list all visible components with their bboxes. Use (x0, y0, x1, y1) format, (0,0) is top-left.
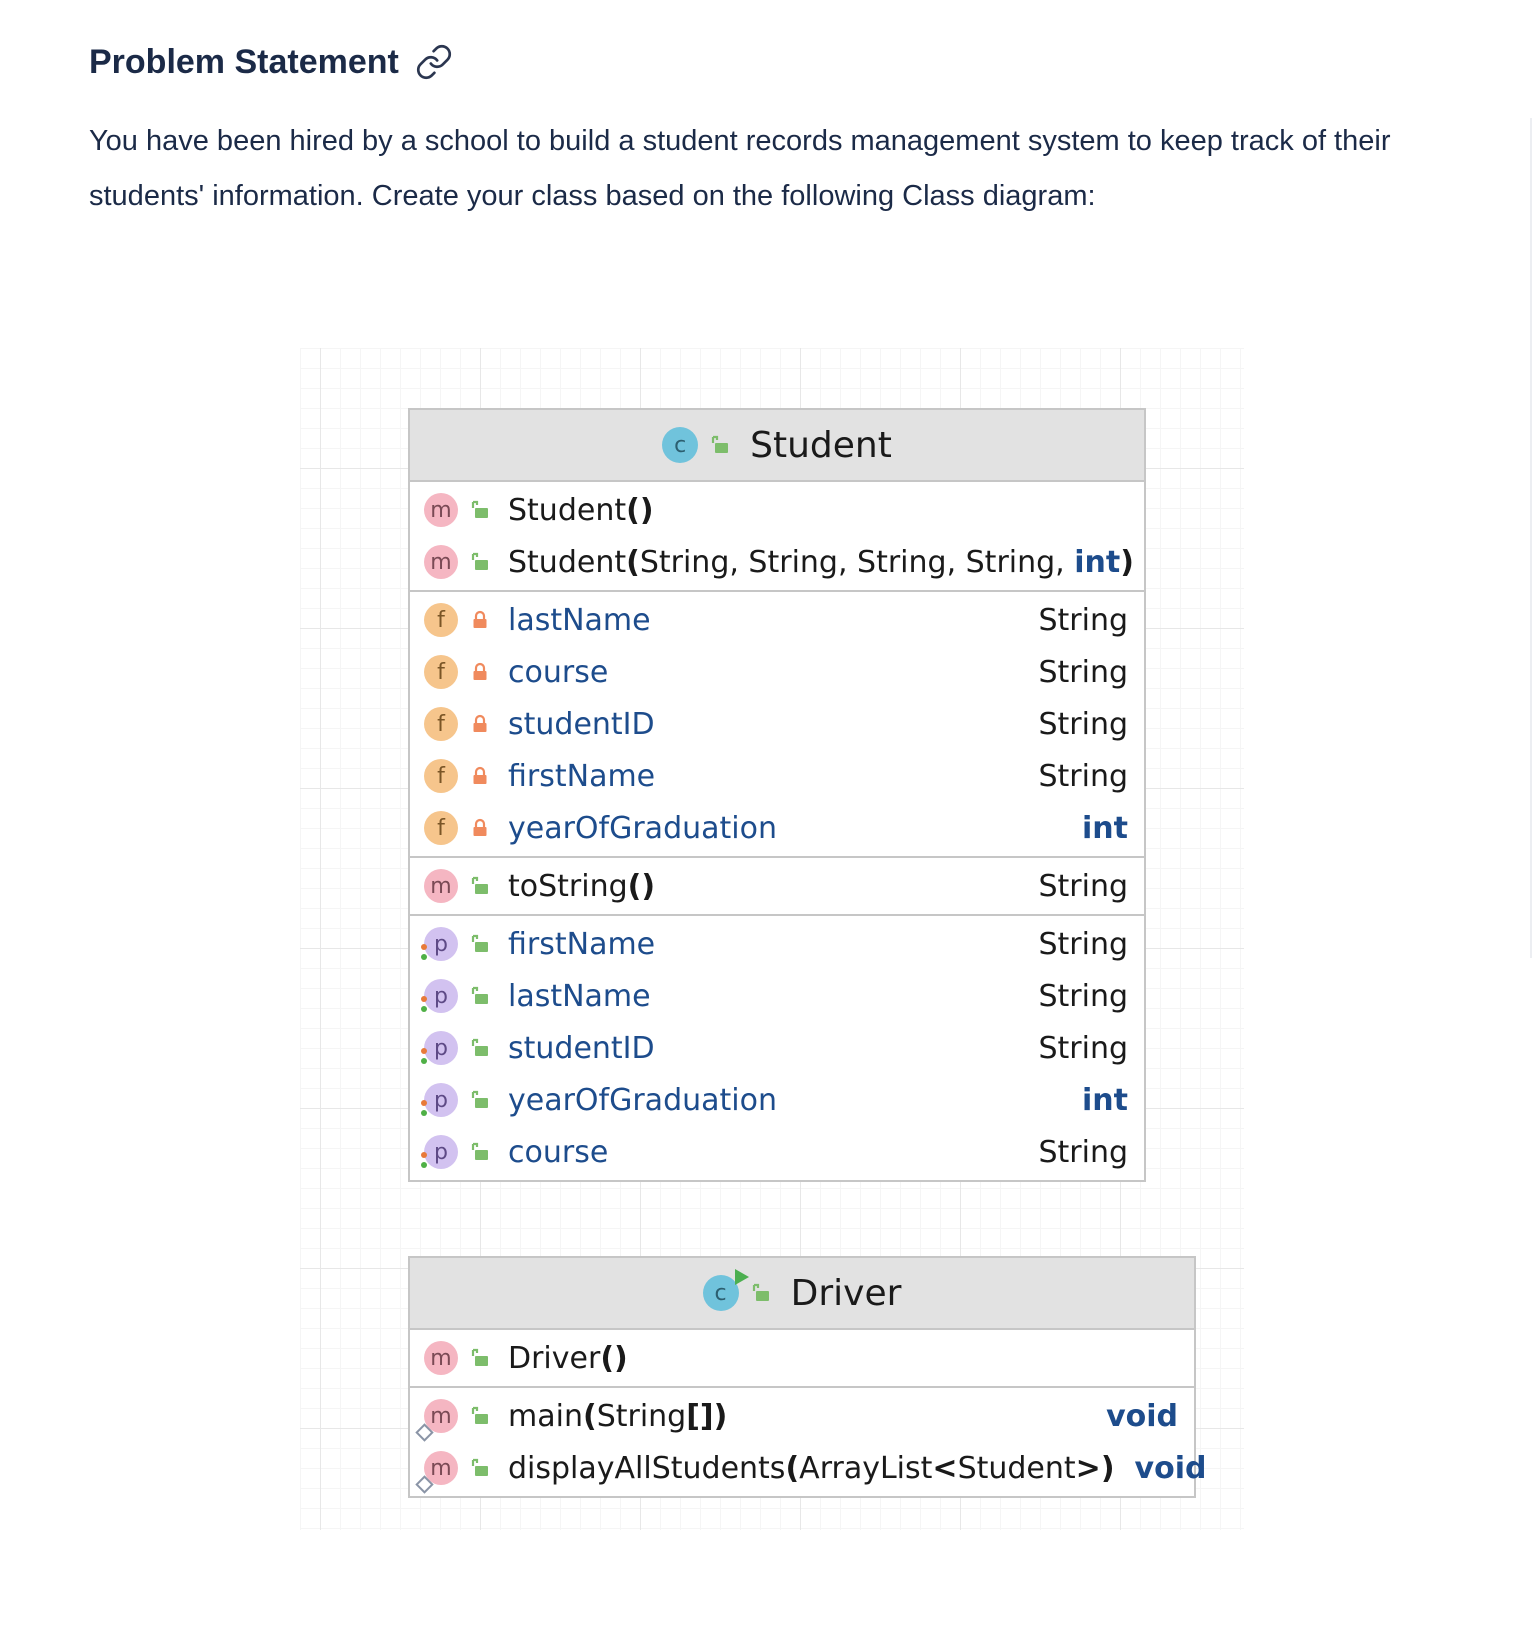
section-heading (89, 38, 453, 86)
driver-class-box (408, 1256, 1207, 1498)
field-type: String (1038, 602, 1128, 638)
class-icon: c (662, 427, 698, 463)
page-title: Problem Statement (89, 43, 399, 81)
property-type: String (1038, 926, 1128, 962)
keyword-int: int (1074, 544, 1121, 580)
public-lock-icon (470, 1348, 490, 1368)
field-row[interactable] (410, 594, 1144, 646)
link-icon[interactable] (415, 43, 453, 81)
field-row[interactable] (410, 750, 1144, 802)
student-class-header (410, 410, 1144, 482)
properties-section (410, 916, 1144, 1180)
property-name: lastName (508, 978, 651, 1014)
public-lock-icon (470, 1038, 490, 1058)
constructor-name: Driver (508, 1340, 601, 1376)
property-type: int (1082, 1082, 1128, 1118)
field-type: String (1038, 758, 1128, 794)
method-icon: m (424, 493, 458, 527)
constructor-args: String, String, String, String, (639, 544, 1075, 580)
student-class-box (408, 408, 1146, 1182)
method-row[interactable]: m main ( String [] ) void (410, 1390, 1194, 1442)
constructors-section (410, 482, 1144, 592)
field-type: String (1038, 654, 1128, 690)
field-icon: f (424, 811, 458, 845)
class-diagram (300, 348, 1244, 1530)
runnable-class-icon: c (703, 1275, 739, 1311)
property-name: firstName (508, 926, 656, 962)
field-row[interactable] (410, 698, 1144, 750)
constructors-section (410, 1330, 1194, 1388)
field-name: firstName (508, 758, 656, 794)
public-lock-icon (470, 1090, 490, 1110)
field-icon: f (424, 603, 458, 637)
public-lock-icon (470, 1406, 490, 1426)
property-icon: p (424, 1031, 458, 1065)
methods-section (410, 858, 1144, 916)
driver-class-header (410, 1258, 1194, 1330)
method-icon: m (424, 869, 458, 903)
property-icon: p (424, 979, 458, 1013)
public-lock-icon (470, 934, 490, 954)
public-lock-icon (470, 986, 490, 1006)
problem-description: You have been hired by a school to build a student records management system to keep track of their students' information. Create your class based on the following Class diagram: (89, 125, 1391, 212)
public-lock-icon (470, 876, 490, 896)
method-name: main (508, 1398, 583, 1434)
field-row[interactable] (410, 646, 1144, 698)
public-lock-icon (470, 500, 490, 520)
return-type: void (1134, 1450, 1207, 1486)
public-lock-icon (470, 1458, 490, 1478)
constructor-row[interactable]: m Driver ( ) (410, 1332, 1194, 1384)
property-name: course (508, 1134, 609, 1170)
property-row[interactable] (410, 1126, 1144, 1178)
public-lock-icon (470, 552, 490, 572)
method-icon: m (424, 545, 458, 579)
method-name: toString (508, 868, 628, 904)
property-icon: p (424, 1135, 458, 1169)
constructor-row[interactable]: m Student ( String, String, String, String, int ) (410, 536, 1144, 588)
class-name: Driver (790, 1272, 902, 1314)
methods-section (410, 1388, 1207, 1496)
property-row[interactable] (410, 918, 1144, 970)
class-name: Student (750, 424, 892, 466)
property-type: String (1038, 1030, 1128, 1066)
property-name: yearOfGraduation (508, 1082, 777, 1118)
method-icon: m (424, 1341, 458, 1375)
field-name: course (508, 654, 609, 690)
method-name: displayAllStudents (508, 1450, 786, 1486)
private-lock-icon (470, 662, 490, 682)
fields-section (410, 592, 1144, 858)
property-type: String (1038, 1134, 1128, 1170)
public-lock-icon (470, 1142, 490, 1162)
field-icon: f (424, 707, 458, 741)
private-lock-icon (470, 818, 490, 838)
field-name: yearOfGraduation (508, 810, 777, 846)
field-row[interactable] (410, 802, 1144, 854)
field-name: lastName (508, 602, 651, 638)
property-icon: p (424, 927, 458, 961)
property-row[interactable] (410, 970, 1144, 1022)
constructor-name: Student (508, 544, 627, 580)
property-row[interactable] (410, 1074, 1144, 1126)
return-type: void (1106, 1398, 1178, 1434)
static-method-icon: m (424, 1399, 458, 1433)
public-lock-icon (751, 1283, 771, 1303)
private-lock-icon (470, 714, 490, 734)
method-row[interactable]: m toString ( ) String (410, 860, 1144, 912)
property-name: studentID (508, 1030, 655, 1066)
field-name: studentID (508, 706, 655, 742)
constructor-row[interactable]: m Student ( ) (410, 484, 1144, 536)
public-lock-icon (710, 435, 730, 455)
private-lock-icon (470, 766, 490, 786)
field-icon: f (424, 655, 458, 689)
scrollbar-track[interactable] (1530, 118, 1532, 958)
field-type: String (1038, 706, 1128, 742)
private-lock-icon (470, 610, 490, 630)
field-icon: f (424, 759, 458, 793)
method-row[interactable]: m displayAllStudents ( ArrayList < Student > ) void (410, 1442, 1194, 1494)
property-icon: p (424, 1083, 458, 1117)
return-type: String (1038, 868, 1128, 904)
property-type: String (1038, 978, 1128, 1014)
static-method-icon: m (424, 1451, 458, 1485)
field-type: int (1082, 810, 1128, 846)
property-row[interactable] (410, 1022, 1144, 1074)
constructor-name: Student (508, 492, 627, 528)
